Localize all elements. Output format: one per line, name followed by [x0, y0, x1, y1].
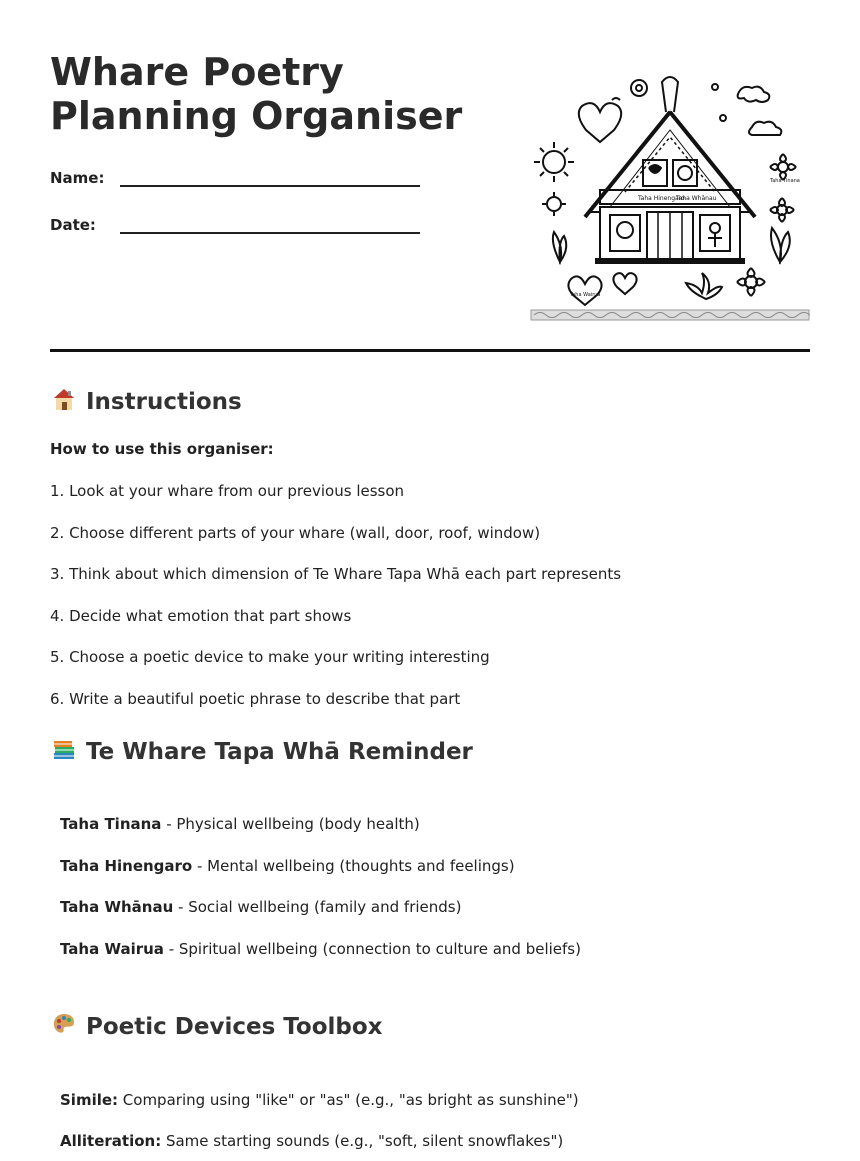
dimension-term: Taha Whānau: [60, 898, 174, 916]
dimension-item: [60, 857, 515, 875]
device-item: [60, 1132, 563, 1150]
illus-label-wairua: Taha Wairua: [570, 292, 601, 298]
name-label: Name:: [50, 169, 105, 187]
illus-label-tinana: Taha Tinana: [770, 178, 800, 184]
instructions-heading-text: Instructions: [86, 389, 242, 415]
instruction-step: 4. Decide what emotion that part shows: [50, 607, 352, 625]
toolbox-heading-text: Poetic Devices Toolbox: [86, 1014, 383, 1040]
instructions-subheading: How to use this organiser:: [50, 440, 274, 458]
instruction-step: 6. Write a beautiful poetic phrase to describe that part: [50, 690, 461, 708]
dimension-desc: - Mental wellbeing (thoughts and feelings): [192, 857, 515, 875]
name-field-row: [50, 165, 420, 187]
device-desc: Same starting sounds (e.g., "soft, silent snowflakes"): [161, 1132, 564, 1150]
dimension-term: Taha Wairua: [60, 940, 164, 958]
instructions-heading: [50, 386, 242, 418]
dimension-desc: - Social wellbeing (family and friends): [173, 898, 462, 916]
reminder-heading: [50, 736, 473, 768]
illus-label-whanau: Taha Whānau: [676, 195, 717, 202]
palette-icon: [50, 1011, 78, 1043]
whare-illustration: [530, 72, 810, 322]
dimension-desc: - Spiritual wellbeing (connection to culture and beliefs): [163, 940, 581, 958]
house-icon: [50, 386, 78, 418]
device-term: Alliteration:: [60, 1132, 162, 1150]
date-field-row: [50, 212, 420, 234]
date-label: Date:: [50, 216, 96, 234]
page-title: Whare Poetry Planning Organiser: [50, 50, 463, 138]
instruction-step: 3. Think about which dimension of Te Whare Tapa Whā each part represents: [50, 565, 622, 583]
instruction-step: 5. Choose a poetic device to make your writing interesting: [50, 648, 490, 666]
illus-label-hinengaro: Taha Hinengaro: [638, 195, 685, 202]
dimension-item: [60, 898, 461, 916]
dimension-item: [60, 815, 420, 833]
device-item: [60, 1091, 579, 1109]
instruction-step: 1. Look at your whare from our previous lesson: [50, 482, 405, 500]
device-desc: Comparing using "like" or "as" (e.g., "as bright as sunshine"): [118, 1091, 579, 1109]
dimension-item: [60, 940, 581, 958]
books-icon: [50, 736, 78, 768]
device-term: Simile:: [60, 1091, 119, 1109]
toolbox-heading: [50, 1011, 383, 1043]
header-divider: [50, 349, 810, 352]
reminder-heading-text: Te Whare Tapa Whā Reminder: [86, 739, 473, 765]
dimension-term: Taha Hinengaro: [60, 857, 193, 875]
instruction-step: 2. Choose different parts of your whare (wall, door, roof, window): [50, 524, 541, 542]
name-field[interactable]: [120, 165, 420, 187]
date-field[interactable]: [120, 212, 420, 234]
dimension-desc: - Physical wellbeing (body health): [161, 815, 420, 833]
dimension-term: Taha Tinana: [60, 815, 162, 833]
